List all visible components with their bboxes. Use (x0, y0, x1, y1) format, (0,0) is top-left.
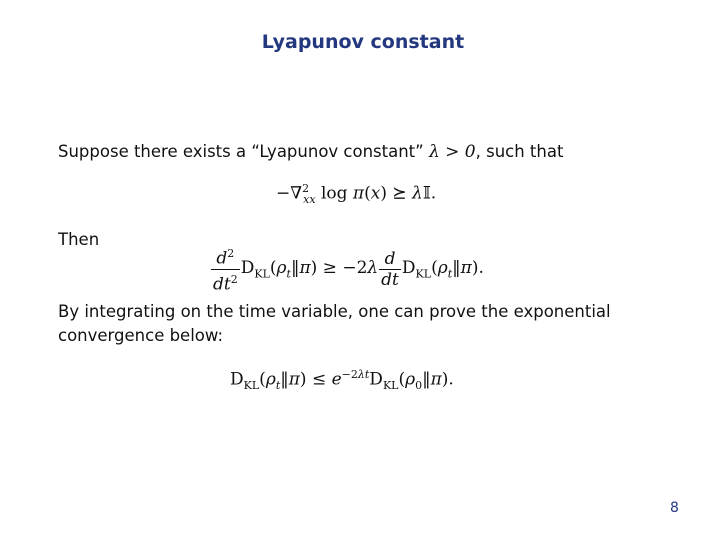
intro-tail-text: , such that (475, 142, 564, 161)
intro-paragraph (58, 140, 563, 164)
kl-derivative-inequality: $\frac{d^2}{dt^2}$ $D_{KL}(\rho_t‖\pi) \ge -2\lambda$ $\frac{d}{dt}$ $D_{KL}(\rho_t‖\pi)$. (210, 244, 484, 294)
integration-paragraph: By integrating on the time variable, one can prove the exponential convergence below: (58, 302, 611, 345)
exponential-convergence-bound: $D_{KL}(\rho_t‖\pi)$ ≤ $e^{-2\lambda t}D_{KL}(\rho_0‖\pi)$. (230, 368, 454, 393)
then-label: Then (58, 230, 100, 249)
slide-title: Lyapunov constant (261, 31, 465, 53)
second-derivative-fraction: $\frac{d^2}{dt^2}$ (211, 244, 240, 294)
page-number: 8 (670, 500, 679, 516)
lambda-condition: λ > 0 (428, 142, 476, 162)
hessian-inequality: −∇$^2_{xx}$ log π(x) ⪰ λ𝕀. (276, 182, 437, 207)
intro-lead-text: Suppose there exists a “Lyapunov constant” (58, 142, 424, 161)
first-derivative-fraction: $\frac{d}{dt}$ (381, 248, 399, 290)
